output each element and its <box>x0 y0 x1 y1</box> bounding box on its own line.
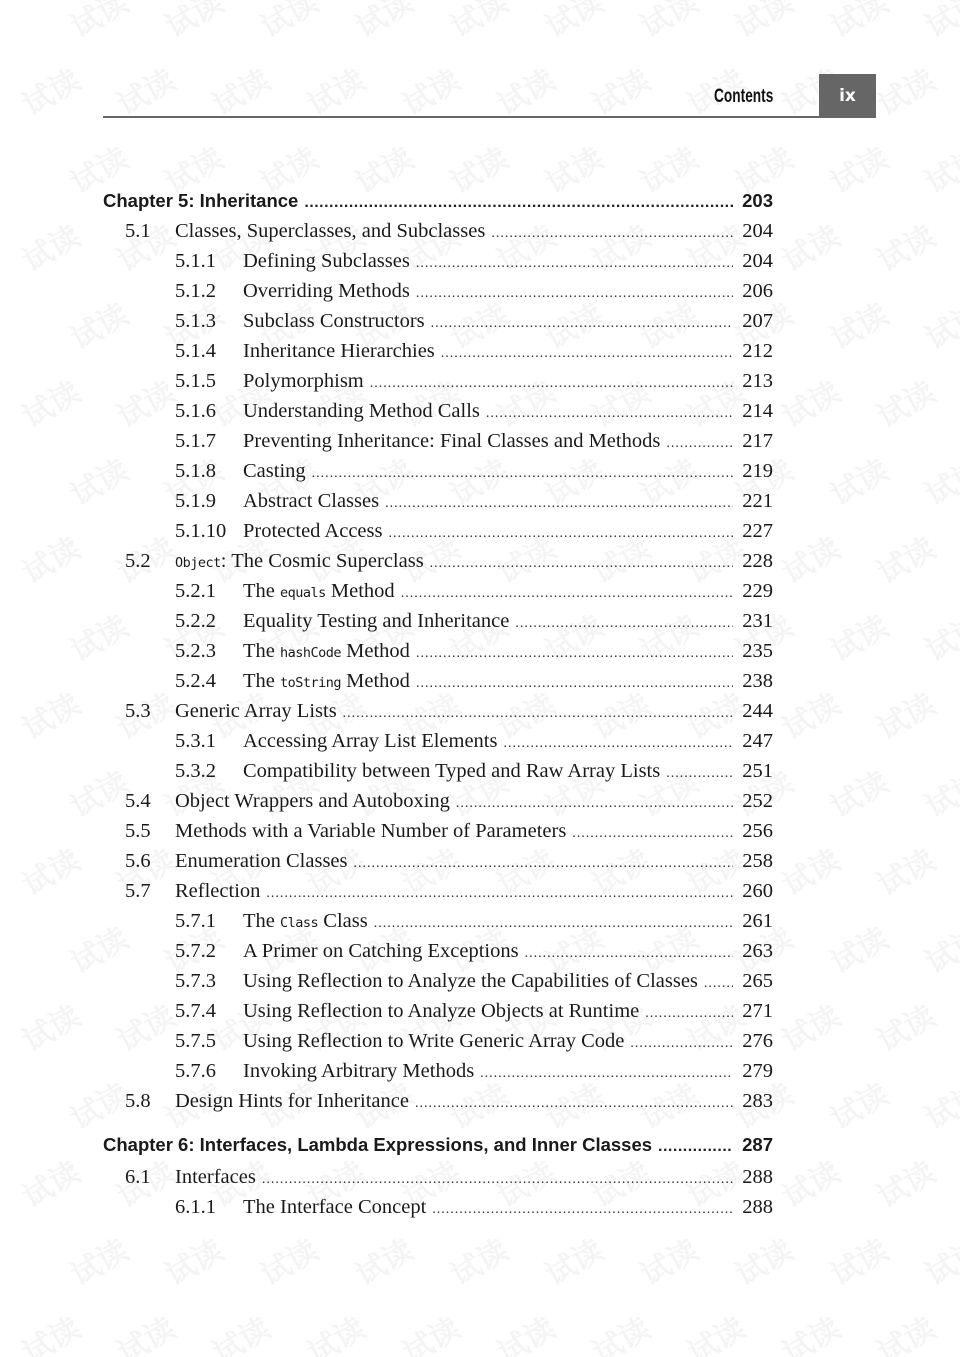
watermark-text <box>821 446 895 514</box>
entry-title <box>243 726 497 756</box>
watermark-text <box>536 1226 610 1294</box>
page-number: 213 <box>742 370 773 392</box>
entry-title <box>243 1192 426 1222</box>
toc-entry[interactable] <box>103 396 773 426</box>
watermark-text <box>298 1304 372 1357</box>
entry-title <box>243 246 410 276</box>
dot-leader <box>388 519 733 549</box>
dot-leader <box>416 639 733 669</box>
page-number: 207 <box>742 310 773 332</box>
watermark-text <box>773 992 847 1060</box>
watermark-text <box>13 680 87 748</box>
toc-entry[interactable] <box>103 576 773 606</box>
toc-entry[interactable] <box>103 726 773 756</box>
title-text: Protected Access <box>243 520 383 542</box>
entry-title <box>175 786 450 816</box>
title-text: Defining Subclasses <box>243 250 410 272</box>
title-text: Subclass Constructors <box>243 310 425 332</box>
title-text: Understanding Method Calls <box>243 400 480 422</box>
page-number: 261 <box>742 910 773 932</box>
dot-leader <box>572 819 733 849</box>
watermark-text <box>156 0 230 46</box>
page-number: 279 <box>742 1060 773 1082</box>
watermark-text <box>868 524 942 592</box>
entry-title <box>243 756 660 786</box>
toc-entry[interactable] <box>103 546 773 576</box>
running-header-title: Contents <box>713 86 773 107</box>
dot-leader <box>491 219 733 249</box>
section-number: 5.3 <box>125 700 151 722</box>
page-number: 203 <box>742 190 773 211</box>
watermark-text <box>821 1070 895 1138</box>
watermark-text <box>868 992 942 1060</box>
entry-title <box>175 1162 256 1192</box>
dot-leader <box>370 369 733 399</box>
section-number: 5.3.2 <box>175 760 216 782</box>
section-number: 5.1.9 <box>175 490 216 512</box>
section-number: 5.1.4 <box>175 340 216 362</box>
section-number: 5.5 <box>125 820 151 842</box>
watermark-text <box>678 1304 752 1357</box>
toc-entry[interactable] <box>103 1162 773 1192</box>
toc-entry[interactable] <box>103 1056 773 1086</box>
entry-title <box>103 186 298 216</box>
code-term: equals <box>280 585 326 601</box>
entry-title <box>103 1130 652 1160</box>
title-prefix: The <box>243 910 280 932</box>
entry-title <box>243 996 639 1026</box>
title-text: Casting <box>243 460 306 482</box>
watermark-text <box>773 368 847 436</box>
section-number: 5.6 <box>125 850 151 872</box>
code-term: toString <box>280 675 342 691</box>
section-number: 5.7 <box>125 880 151 902</box>
toc-entry[interactable] <box>103 786 773 816</box>
entry-title <box>243 636 410 668</box>
watermark-text <box>821 758 895 826</box>
toc-entry[interactable] <box>103 306 773 336</box>
toc-entry[interactable] <box>103 516 773 546</box>
header-rule <box>103 116 876 118</box>
entry-title <box>243 1056 474 1086</box>
section-number: 5.7.6 <box>175 1060 216 1082</box>
page-number: 265 <box>742 970 773 992</box>
page-number: 204 <box>742 250 773 272</box>
entry-title <box>243 276 410 306</box>
watermark-text <box>868 836 942 904</box>
title-text: Object Wrappers and Autoboxing <box>175 790 450 812</box>
entry-title <box>243 936 519 966</box>
dot-leader <box>312 459 733 489</box>
entry-title <box>243 366 364 396</box>
watermark-text <box>251 1226 325 1294</box>
dot-leader <box>432 1195 733 1225</box>
page-number: 214 <box>742 400 773 422</box>
toc-entry[interactable] <box>103 336 773 366</box>
toc-entry[interactable] <box>103 486 773 516</box>
title-text: Using Reflection to Analyze the Capabilities of Classes <box>243 970 698 992</box>
section-number: 5.8 <box>125 1090 151 1112</box>
title-text: Abstract Classes <box>243 490 380 512</box>
watermark-text <box>916 134 960 202</box>
page-number: 235 <box>742 640 773 662</box>
dot-leader <box>385 489 733 519</box>
title-text: Generic Array Lists <box>175 700 337 722</box>
page-header <box>103 74 876 118</box>
title-text: Classes, Superclasses, and Subclasses <box>175 220 486 242</box>
watermark-text <box>156 1226 230 1294</box>
dot-leader <box>266 879 733 909</box>
page-number: 212 <box>742 340 773 362</box>
page-number: 206 <box>742 280 773 302</box>
section-number: 5.1.2 <box>175 280 216 302</box>
entry-title <box>243 966 698 996</box>
dot-leader <box>354 849 733 879</box>
watermark-text <box>346 1226 420 1294</box>
section-number: 5.7.1 <box>175 910 216 932</box>
watermark-text <box>821 602 895 670</box>
dot-leader <box>416 249 733 279</box>
entry-title <box>243 576 395 608</box>
toc-entry[interactable] <box>103 666 773 696</box>
dot-leader <box>431 309 733 339</box>
entry-title <box>175 216 485 246</box>
watermark-text <box>821 914 895 982</box>
watermark-text <box>916 446 960 514</box>
page-number: 229 <box>742 580 773 602</box>
watermark-text <box>821 290 895 358</box>
section-number: 5.1.10 <box>175 520 227 542</box>
dot-leader <box>704 969 733 999</box>
toc-entry[interactable] <box>103 1026 773 1056</box>
section-number: 5.2.2 <box>175 610 216 632</box>
section-number: 5.4 <box>125 790 151 812</box>
dot-leader <box>525 939 733 969</box>
watermark-text <box>868 212 942 280</box>
title-text: Interfaces <box>175 1166 256 1188</box>
page-number: 271 <box>742 1000 773 1022</box>
watermark-text <box>916 914 960 982</box>
dot-leader <box>304 188 733 218</box>
watermark-text <box>868 1304 942 1357</box>
section-number: 6.1.1 <box>175 1196 216 1218</box>
watermark-text <box>441 1226 515 1294</box>
section-number: 5.2.3 <box>175 640 216 662</box>
toc-entry[interactable] <box>103 1192 773 1222</box>
watermark-text <box>821 134 895 202</box>
title-text: The Interface Concept <box>243 1196 427 1218</box>
dot-leader <box>486 399 733 429</box>
title-text: Accessing Array List Elements <box>243 730 498 752</box>
entry-title <box>243 486 379 516</box>
toc-chapter-entry[interactable] <box>103 1130 773 1160</box>
toc-entry[interactable] <box>103 246 773 276</box>
page-number: 227 <box>742 520 773 542</box>
page-number: 228 <box>742 550 773 572</box>
section-number: 5.1.7 <box>175 430 216 452</box>
title-text: Inheritance Hierarchies <box>243 340 435 362</box>
watermark-text <box>13 56 87 124</box>
watermark-text <box>346 0 420 46</box>
dot-leader <box>415 1089 733 1119</box>
watermark-text <box>13 368 87 436</box>
section-number: 5.2.4 <box>175 670 216 692</box>
dot-leader <box>416 279 733 309</box>
toc-entry[interactable] <box>103 276 773 306</box>
page-number: 247 <box>742 730 773 752</box>
section-number: 5.7.4 <box>175 1000 216 1022</box>
page-number-badge: ix <box>819 74 876 118</box>
title-text: Method <box>325 580 395 602</box>
code-term: hashCode <box>280 645 342 661</box>
entry-title <box>175 816 566 846</box>
title-text: Method <box>341 640 410 662</box>
page-number: 238 <box>742 670 773 692</box>
toc-entry[interactable] <box>103 696 773 726</box>
watermark-text <box>726 1226 800 1294</box>
title-text: Chapter 6: Interfaces, Lambda Expressions, and Inner Classes <box>103 1134 653 1155</box>
title-prefix: The <box>243 640 280 662</box>
entry-title <box>243 306 425 336</box>
watermark-text <box>916 290 960 358</box>
watermark-text <box>773 524 847 592</box>
section-number: 5.2.1 <box>175 580 216 602</box>
watermark-text <box>868 56 942 124</box>
code-term: Object <box>175 555 221 571</box>
page-number: 288 <box>742 1196 773 1218</box>
dot-leader <box>343 699 733 729</box>
watermark-text <box>251 0 325 46</box>
entry-title <box>243 336 435 366</box>
watermark-text <box>821 0 895 46</box>
toc-entry[interactable] <box>103 846 773 876</box>
watermark-text <box>13 212 87 280</box>
watermark-text <box>773 680 847 748</box>
watermark-text <box>916 0 960 46</box>
page-number: 231 <box>742 610 773 632</box>
title-text: Overriding Methods <box>243 280 410 302</box>
watermark-text <box>773 1304 847 1357</box>
title-text: Using Reflection to Analyze Objects at Runtime <box>243 1000 640 1022</box>
page-number: 251 <box>742 760 773 782</box>
title-text: Method <box>341 670 410 692</box>
dot-leader <box>630 1029 733 1059</box>
toc-entry[interactable] <box>103 756 773 786</box>
title-text: Enumeration Classes <box>175 850 348 872</box>
dot-leader <box>515 609 733 639</box>
title-text: Design Hints for Inheritance <box>175 1090 409 1112</box>
page-number: 288 <box>742 1166 773 1188</box>
watermark-text <box>13 524 87 592</box>
title-text: A Primer on Catching Exceptions <box>243 940 519 962</box>
page-number: 263 <box>742 940 773 962</box>
title-text: Polymorphism <box>243 370 364 392</box>
watermark-text <box>631 1226 705 1294</box>
entry-title <box>243 906 368 938</box>
watermark-text <box>631 0 705 46</box>
toc-entry[interactable] <box>103 876 773 906</box>
watermark-text <box>13 992 87 1060</box>
toc-entry[interactable] <box>103 936 773 966</box>
section-number: 5.3.1 <box>175 730 216 752</box>
watermark-text <box>441 0 515 46</box>
toc-entry[interactable] <box>103 456 773 486</box>
page-number: 276 <box>742 1030 773 1052</box>
watermark-text <box>393 1304 467 1357</box>
watermark-text <box>868 368 942 436</box>
toc-entry[interactable] <box>103 1086 773 1116</box>
watermark-text <box>821 1226 895 1294</box>
section-number: 5.7.3 <box>175 970 216 992</box>
section-number: 5.2 <box>125 550 151 572</box>
watermark-text <box>61 1226 135 1294</box>
dot-leader <box>666 429 733 459</box>
watermark-text <box>916 1070 960 1138</box>
section-number: 5.1.1 <box>175 250 216 272</box>
dot-leader <box>262 1165 733 1195</box>
page-number: 260 <box>742 880 773 902</box>
watermark-text <box>203 1304 277 1357</box>
title-text: Chapter 5: Inheritance <box>103 190 299 211</box>
entry-title <box>175 1086 409 1116</box>
title-text: Compatibility between Typed and Raw Array Lists <box>243 760 661 782</box>
page-number: 244 <box>742 700 773 722</box>
page-number: 287 <box>742 1134 773 1155</box>
title-text: Invoking Arbitrary Methods <box>243 1060 475 1082</box>
watermark-text <box>773 836 847 904</box>
entry-title <box>243 1026 624 1056</box>
watermark-text <box>488 1304 562 1357</box>
section-number: 5.1.5 <box>175 370 216 392</box>
title-text: Class <box>318 910 368 932</box>
dot-leader <box>658 1132 733 1162</box>
section-number: 6.1 <box>125 1166 151 1188</box>
watermark-text <box>61 0 135 46</box>
dot-leader <box>503 729 733 759</box>
watermark-text <box>13 1304 87 1357</box>
title-text: Using Reflection to Write Generic Array Code <box>243 1030 625 1052</box>
code-term: Class <box>280 915 319 931</box>
watermark-text <box>13 836 87 904</box>
watermark-text <box>868 1148 942 1216</box>
section-number: 5.1.3 <box>175 310 216 332</box>
watermark-text <box>536 0 610 46</box>
entry-title <box>243 516 382 546</box>
watermark-text <box>13 1148 87 1216</box>
dot-leader <box>416 669 733 699</box>
dot-leader <box>480 1059 733 1089</box>
page-number: 252 <box>742 790 773 812</box>
entry-title <box>175 846 348 876</box>
page-number: 283 <box>742 1090 773 1112</box>
watermark-text <box>916 1226 960 1294</box>
dot-leader <box>645 999 733 1029</box>
page-number: 219 <box>742 460 773 482</box>
table-of-contents <box>103 186 773 1222</box>
page-number: 204 <box>742 220 773 242</box>
entry-title <box>175 876 260 906</box>
page-number: 256 <box>742 820 773 842</box>
toc-entry[interactable] <box>103 636 773 666</box>
entry-title <box>175 696 337 726</box>
entry-title <box>243 606 509 636</box>
toc-entry[interactable] <box>103 906 773 936</box>
watermark-text <box>773 212 847 280</box>
dot-leader <box>401 579 733 609</box>
page-number: 217 <box>742 430 773 452</box>
dot-leader <box>430 549 733 579</box>
page-number: 258 <box>742 850 773 872</box>
section-number: 5.7.2 <box>175 940 216 962</box>
watermark-text <box>583 1304 657 1357</box>
title-text: Reflection <box>175 880 261 902</box>
toc-entry[interactable] <box>103 426 773 456</box>
toc-entry[interactable] <box>103 996 773 1026</box>
title-prefix: The <box>243 580 280 602</box>
toc-entry[interactable] <box>103 216 773 246</box>
section-number: 5.7.5 <box>175 1030 216 1052</box>
title-text: : The Cosmic Superclass <box>220 550 424 572</box>
watermark-text <box>726 0 800 46</box>
toc-entry[interactable] <box>103 366 773 396</box>
title-text: Methods with a Variable Number of Parameters <box>175 820 567 842</box>
entry-title <box>175 546 424 578</box>
title-text: Equality Testing and Inheritance <box>243 610 510 632</box>
watermark-text <box>108 1304 182 1357</box>
dot-leader <box>374 909 733 939</box>
page-number: 221 <box>742 490 773 512</box>
toc-entry[interactable] <box>103 606 773 636</box>
toc-entry[interactable] <box>103 816 773 846</box>
title-text: Preventing Inheritance: Final Classes and Methods <box>243 430 661 452</box>
section-number: 5.1.8 <box>175 460 216 482</box>
entry-title <box>243 396 480 426</box>
entry-title <box>243 426 660 456</box>
entry-title <box>243 666 410 698</box>
section-number: 5.1.6 <box>175 400 216 422</box>
watermark-text <box>868 680 942 748</box>
toc-chapter-entry[interactable] <box>103 186 773 216</box>
watermark-text <box>773 1148 847 1216</box>
dot-leader <box>666 759 733 789</box>
dot-leader <box>441 339 733 369</box>
watermark-text <box>916 602 960 670</box>
toc-entry[interactable] <box>103 966 773 996</box>
watermark-text <box>916 758 960 826</box>
entry-title <box>243 456 306 486</box>
dot-leader <box>456 789 733 819</box>
title-prefix: The <box>243 670 280 692</box>
section-number: 5.1 <box>125 220 151 242</box>
